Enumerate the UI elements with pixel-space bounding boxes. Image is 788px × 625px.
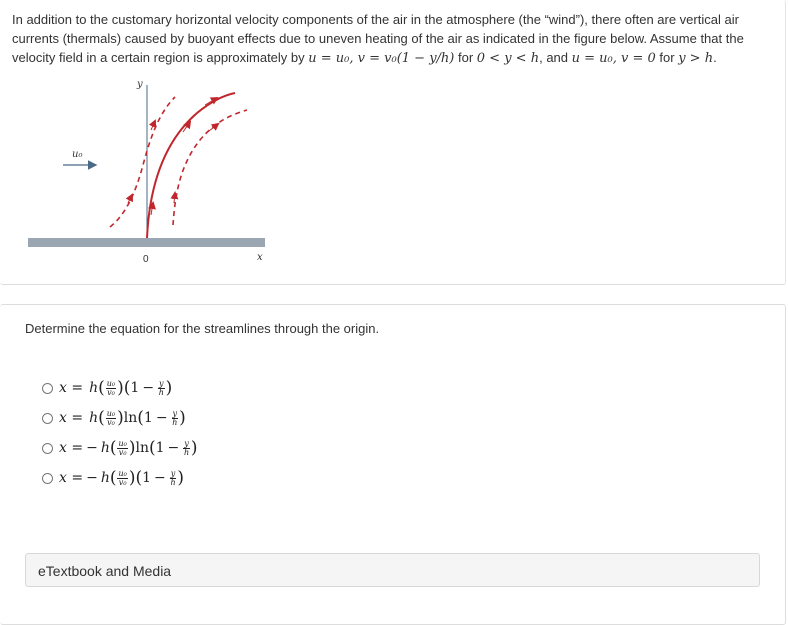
streamline-dashed-left <box>110 97 175 227</box>
condition-1: 0 < y < h <box>476 51 540 66</box>
streamline-arrow-icon <box>128 195 132 203</box>
velocity-equation-2: u = u₀, v = 0 <box>571 51 656 66</box>
option-lhs: x = <box>59 470 84 486</box>
radio-button[interactable] <box>42 383 53 394</box>
option-fraction-yh: $\frac{y}{h}$ <box>158 378 164 397</box>
option-factor: h <box>89 410 99 426</box>
origin-label: 0 <box>143 254 149 265</box>
thermal-streamline-figure <box>25 75 275 265</box>
statement-text-2: for <box>454 50 477 65</box>
statement-text-1: In addition to the customary horizontal velocity components of the air in the atmosphere (the “wind”), there often are vertical air currents (thermals) caused by buoyant effects due to uneven heating of the air as indicated in the figure below. Assume that the velocity field in a certain region is approximately by <box>12 12 744 65</box>
option-sign: − <box>86 440 98 456</box>
answer-option-3[interactable]: x = − h ( $\frac{\text{u₀}}{\text{v₀}}$ ) ln ( 1 − $\frac{y}{h}$ ) <box>42 433 197 463</box>
option-lhs: x = <box>59 440 84 456</box>
option-function: ln <box>123 410 138 426</box>
etextbook-media-button[interactable]: eTextbook and Media <box>25 553 760 587</box>
option-sign: − <box>86 470 98 486</box>
condition-2: y > h <box>678 51 714 66</box>
statement-text-5: . <box>713 50 717 65</box>
velocity-equation-1: u = u₀, v = v₀(1 − y/h) <box>308 51 455 66</box>
question-panel <box>0 304 786 625</box>
option-fraction-yh: $\frac{y}{h}$ <box>183 438 190 457</box>
option-lhs: x = <box>59 380 84 396</box>
y-axis-label: y <box>137 79 143 90</box>
radio-button[interactable] <box>42 443 53 454</box>
streamline-arrow-icon <box>174 193 175 203</box>
option-factor: h <box>100 440 110 456</box>
problem-panel <box>0 0 786 285</box>
option-function: ln <box>135 440 149 456</box>
radio-button[interactable] <box>42 413 53 424</box>
option-fraction-yh: $\frac{y}{h}$ <box>170 468 176 487</box>
problem-statement <box>12 10 772 68</box>
statement-text-3: , and <box>539 50 572 65</box>
option-fraction: $\frac{\text{u₀}}{\text{v₀}}$ <box>118 438 127 457</box>
option-fraction: $\frac{\text{u₀}}{\text{v₀}}$ <box>106 378 116 397</box>
option-fraction-yh: $\frac{y}{h}$ <box>172 408 178 427</box>
streamline-origin <box>147 93 235 238</box>
option-fraction: $\frac{\text{u₀}}{\text{v₀}}$ <box>106 408 116 427</box>
statement-text-4: for <box>655 50 679 65</box>
ground-surface <box>28 238 265 247</box>
x-axis-label: x <box>257 252 263 263</box>
answer-option-2[interactable]: x = h ( $\frac{\text{u₀}}{\text{v₀}}$ ) ln ( 1 − $\frac{y}{h}$ ) <box>42 403 197 433</box>
answer-option-1[interactable]: x = h ( $\frac{\text{u₀}}{\text{v₀}}$ ) ( 1 − $\frac{y}{h}$ ) <box>42 373 197 403</box>
radio-button[interactable] <box>42 473 53 484</box>
option-fraction: $\frac{\text{u₀}}{\text{v₀}}$ <box>118 468 127 487</box>
streamline-arrow-icon <box>209 124 218 131</box>
answer-options <box>42 373 197 493</box>
question-prompt: Determine the equation for the streamlines through the origin. <box>25 321 380 336</box>
option-lhs: x = <box>59 410 84 426</box>
option-factor: h <box>100 470 110 486</box>
answer-option-4[interactable]: x = − h ( $\frac{\text{u₀}}{\text{v₀}}$ ) ( 1 − $\frac{y}{h}$ ) <box>42 463 197 493</box>
u0-label: u₀ <box>72 149 83 160</box>
option-factor: h <box>89 380 99 396</box>
